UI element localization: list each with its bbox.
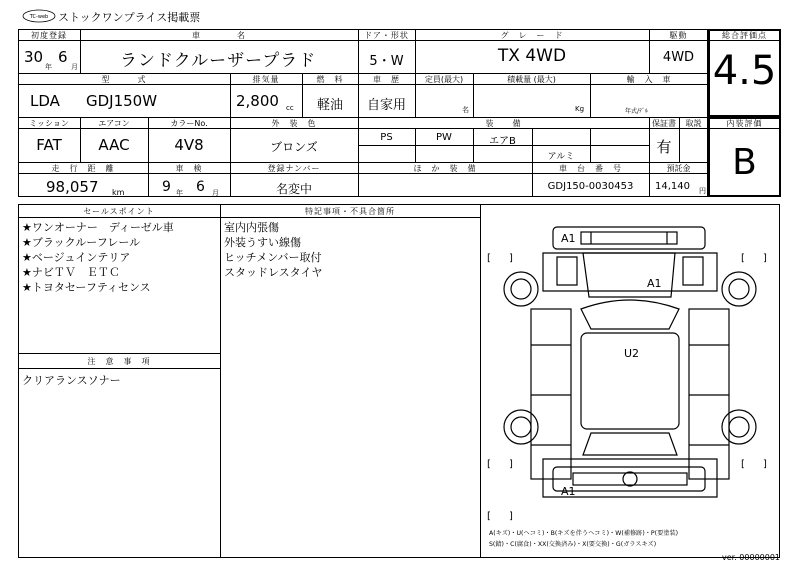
equipment-item: PW	[436, 132, 452, 143]
equipment-item: アルミ	[547, 152, 575, 162]
svg-text:[: [	[487, 511, 491, 522]
diagram-legend-line1: A(キズ)・U(ヘコミ)・B(キズを伴うヘコミ)・W(補修跡)・P(要塗装)	[489, 530, 679, 537]
damage-mark: A1	[647, 277, 662, 290]
list-item: ★ナビＴＶ ＥＴＣ	[22, 266, 120, 279]
label-interior-score: 内装評価	[726, 119, 763, 128]
logo-text: TC-web	[29, 14, 49, 20]
fuel-value: 軽油	[316, 98, 343, 113]
first-reg-year: 30	[24, 48, 44, 66]
inspection-month-unit: 月	[212, 189, 219, 197]
label-load: 積載量 (最大)	[507, 75, 556, 84]
sales-points-list	[22, 220, 218, 295]
label-drive: 駆動	[669, 31, 688, 40]
inspection-year-unit: 年	[176, 189, 183, 197]
displacement-value: 2,800	[236, 92, 279, 110]
label-deposit: 預託金	[666, 164, 691, 173]
equipment-item: エアB	[489, 136, 516, 147]
list-item: ★ベージュインテリア	[22, 251, 131, 264]
equipment-item: PS	[380, 132, 393, 143]
label-import: 輸 入 車	[626, 75, 672, 84]
cautions-list	[22, 373, 218, 388]
displacement-unit: cc	[286, 104, 294, 112]
cautions-header: 注 意 事 項	[87, 357, 151, 366]
special-notes-list	[224, 220, 478, 280]
drive-value: 4WD	[662, 50, 695, 65]
svg-text:]: ]	[509, 253, 513, 264]
plate-value: 名変中	[275, 182, 312, 196]
chassis-no-value: GDJ150-0030453	[547, 181, 634, 192]
list-item: クリアランスソナー	[22, 374, 121, 387]
label-exterior-color: 外 装 色	[271, 119, 317, 128]
label-displacement: 排気量	[252, 75, 280, 84]
grade-value: TX 4WD	[497, 46, 567, 66]
interior-score-value: B	[732, 142, 757, 183]
label-door-shape: ドア・形状	[364, 31, 409, 40]
import-unit: 年式/ﾃﾞﾙ	[625, 108, 649, 115]
aircon-value: AAC	[98, 136, 130, 154]
overall-score-value: 4.5	[712, 48, 777, 94]
model-prefix-value: LDA	[30, 92, 60, 110]
color-no-value: 4V8	[174, 136, 204, 154]
label-manual: 取説	[685, 119, 702, 128]
svg-text:]: ]	[509, 511, 513, 522]
sales-points-header: セールスポイント	[83, 207, 155, 216]
first-reg-month-unit: 月	[71, 63, 78, 71]
mileage-unit: km	[112, 188, 125, 197]
label-color-no: カラーNo.	[170, 119, 208, 128]
svg-text:[: [	[741, 253, 745, 264]
header-logo	[22, 8, 56, 22]
label-plate: 登録ナンバー	[267, 164, 321, 173]
deposit-unit: 円	[699, 187, 706, 195]
label-model: 型 式	[101, 75, 147, 84]
label-inspection: 車 検	[175, 164, 203, 173]
svg-text:]: ]	[509, 459, 513, 470]
version-label: ver. 00000001	[722, 553, 781, 562]
damage-mark: A1	[561, 485, 576, 498]
logo-icon	[22, 9, 56, 23]
list-item: ヒッチメンバー取付	[224, 251, 322, 264]
warranty-value: 有	[656, 138, 672, 156]
load-unit: Kg	[575, 105, 585, 113]
list-item: スタッドレスタイヤ	[224, 266, 323, 279]
svg-text:[: [	[487, 459, 491, 470]
label-chassis-no: 車 台 番 号	[559, 164, 622, 173]
label-overall-score: 総合評価点	[722, 31, 767, 40]
label-car-name: 車 名	[192, 31, 246, 40]
label-other-equipment: ほ か 装 備	[413, 164, 477, 173]
label-vehicle-type: 車 歴	[373, 75, 400, 84]
label-mileage: 走 行 距 離	[51, 164, 115, 173]
mileage-value: 98,057	[46, 178, 99, 196]
damage-mark: A1	[561, 232, 576, 245]
label-warranty: 保証書	[652, 119, 676, 128]
damage-mark: U2	[624, 347, 640, 360]
label-first-reg: 初度登録	[31, 31, 67, 40]
capacity-unit: 名	[462, 106, 469, 114]
label-equipment: 装 備	[485, 119, 522, 128]
list-item: 室内内張傷	[224, 221, 279, 234]
vehicle-type-value: 自家用	[366, 98, 406, 113]
diagram-legend-line2: S(錆)・C(腐食)・XX(交換済み)・X(要交換)・G(ガラスキズ)	[489, 541, 657, 548]
label-grade: グ レ ー ド	[500, 31, 564, 40]
door-shape-value: 5・W	[369, 54, 404, 69]
list-item: ★トヨタセーフティセンス	[22, 281, 151, 294]
svg-text:]: ]	[763, 459, 767, 470]
list-item: ★ブラックルーフレール	[22, 236, 141, 249]
first-reg-month: 6	[58, 48, 68, 66]
label-mission: ミッション	[29, 119, 69, 128]
model-value: GDJ150W	[86, 92, 158, 110]
svg-text:[: [	[487, 253, 491, 264]
special-notes-header: 特記事項・不具合箇所	[305, 207, 395, 216]
svg-text:]: ]	[763, 253, 767, 264]
list-item: ★ワンオーナー ディーゼル車	[22, 221, 174, 234]
deposit-value: 14,140	[655, 181, 690, 192]
list-item: 外装うすい線傷	[224, 236, 301, 249]
car-name-value: ランドクルーザープラド	[120, 51, 317, 71]
page-title: ストックワンプライス掲載票	[58, 11, 201, 24]
mission-value: FAT	[36, 136, 62, 154]
svg-text:[: [	[741, 459, 745, 470]
car-damage-diagram	[481, 205, 779, 557]
inspection-month-value: 6	[196, 179, 205, 195]
inspection-year-value: 9	[162, 179, 171, 195]
label-fuel: 燃 料	[316, 75, 344, 84]
label-capacity: 定員(最大)	[424, 75, 464, 84]
first-reg-year-unit: 年	[45, 63, 52, 71]
exterior-color-value: ブロンズ	[270, 140, 318, 154]
label-aircon: エアコン	[98, 119, 130, 128]
